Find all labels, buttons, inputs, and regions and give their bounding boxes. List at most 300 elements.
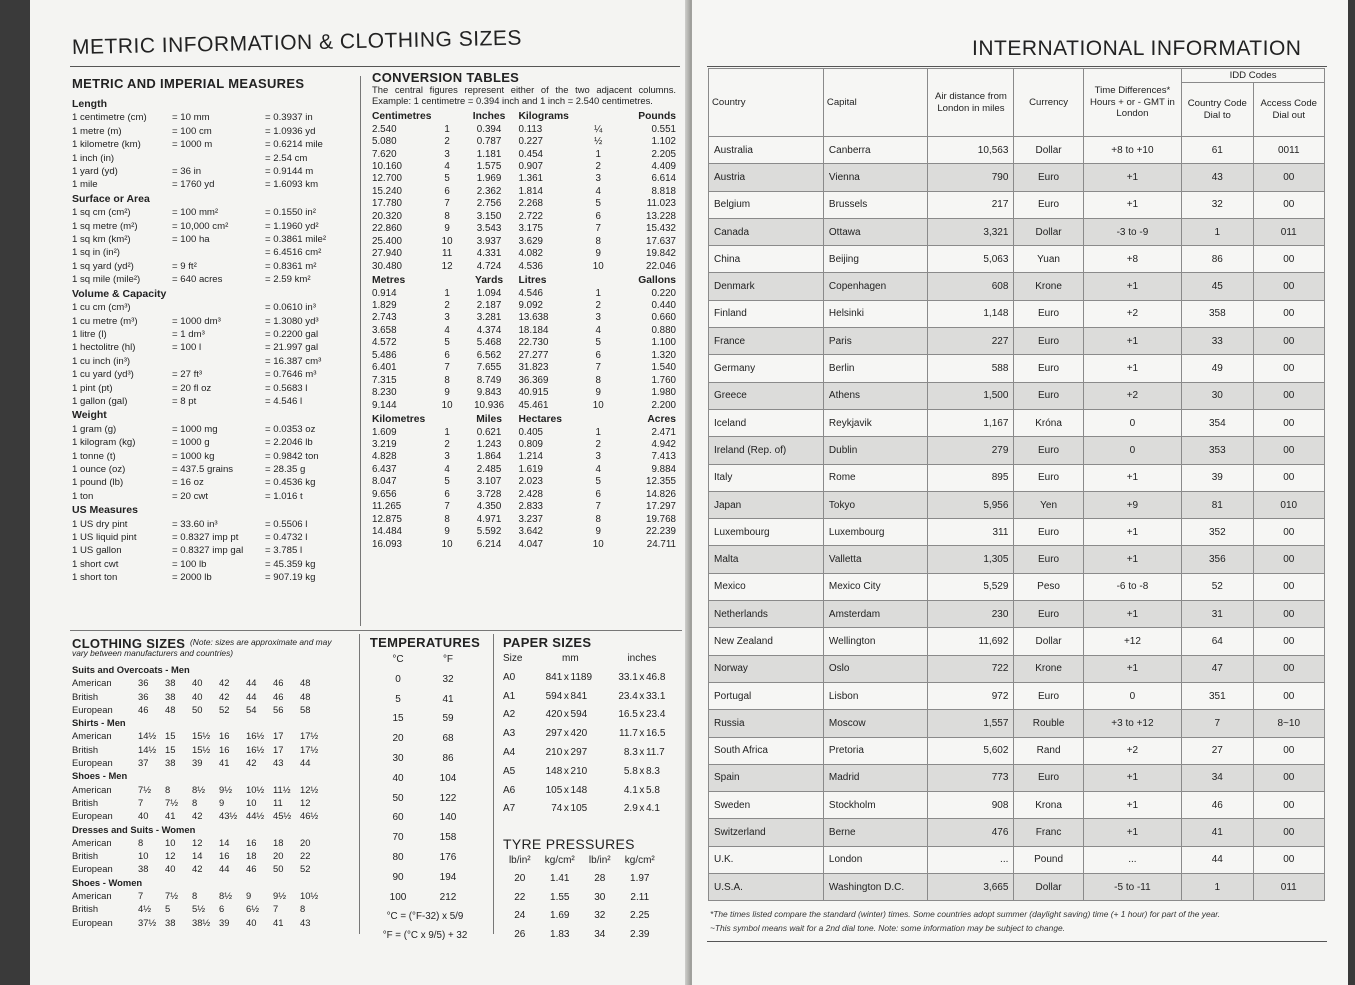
metric-conversion: = 2.54 cm xyxy=(265,152,308,164)
conversion-header-row xyxy=(372,412,676,426)
conversion-header: Kilometres xyxy=(372,414,426,426)
metric-row xyxy=(72,423,362,436)
clothing-row xyxy=(72,729,327,742)
metric-conversion: = 0.2200 gal xyxy=(265,328,319,340)
left-page-title: METRIC INFORMATION & CLOTHING SIZES xyxy=(71,26,523,59)
metric-conversion: = 0.1550 in² xyxy=(265,207,316,219)
conversion-cell: 1 xyxy=(595,148,601,160)
conversion-cell: 6 xyxy=(595,488,601,500)
celsius-value: 0 xyxy=(395,673,401,685)
clothing-size: 14 xyxy=(219,836,230,848)
clothing-region: European xyxy=(72,916,113,928)
clothing-size: 44 xyxy=(246,677,257,689)
conversion-header xyxy=(434,273,459,287)
conversion-cell: 4.971 xyxy=(476,513,502,525)
access-code: 00 xyxy=(1253,300,1324,327)
conversion-cell: 20.320 xyxy=(372,210,402,222)
conversion-cell: 3 xyxy=(444,451,450,463)
metric-unit: 1 hectolitre (hl) xyxy=(72,342,136,354)
conversion-header-row xyxy=(372,109,676,123)
conversion-row xyxy=(372,186,676,198)
right-page-title: INTERNATIONAL INFORMATION xyxy=(972,37,1302,60)
clothing-size: 9 xyxy=(219,796,225,808)
conversion-cell: 12.700 xyxy=(372,173,402,185)
conversion-cell: 15.432 xyxy=(646,223,676,235)
clothing-size: 6 xyxy=(219,903,225,915)
metric-subheading: Surface or Area xyxy=(72,192,150,205)
currency-name: Dollar xyxy=(1014,874,1083,901)
conversion-cell: 14.484 xyxy=(372,526,402,538)
tyre-value: 2.11 xyxy=(630,891,650,903)
time-difference: -6 to -8 xyxy=(1083,573,1181,600)
clothing-region: American xyxy=(72,677,112,689)
clothing-size: 48 xyxy=(165,703,176,715)
country-header: Country xyxy=(709,69,824,137)
currency-name: Euro xyxy=(1014,191,1083,218)
metric-equivalent: = 20 cwt xyxy=(172,490,208,502)
metric-conversion: = 16.387 cm³ xyxy=(265,355,322,367)
conversion-cell: 9.884 xyxy=(651,463,676,475)
paper-cell: x xyxy=(563,671,569,683)
conversion-cell: 17.637 xyxy=(646,235,676,247)
paper-cell: 4.1 xyxy=(623,784,638,796)
capital-name: Oslo xyxy=(823,655,928,682)
metric-row xyxy=(72,273,362,286)
metric-unit: 1 sq cm (cm²) xyxy=(72,207,131,219)
paper-cell: x xyxy=(639,746,645,758)
conversion-cell: 8 xyxy=(595,513,601,525)
conversion-cell: 2 xyxy=(595,438,601,450)
conversion-cell: 5 xyxy=(444,337,450,349)
conversion-cell: 9 xyxy=(595,387,601,399)
conversion-header xyxy=(584,412,613,426)
time-difference: +1 xyxy=(1083,655,1181,682)
access-code: 00 xyxy=(1253,846,1324,873)
clothing-size: 14½ xyxy=(138,730,157,742)
conversion-cell: 1 xyxy=(444,123,450,135)
conversion-cell: 2.268 xyxy=(518,198,543,210)
celsius-value: 80 xyxy=(392,851,404,863)
international-table xyxy=(708,68,1325,901)
metric-unit: 1 metre (m) xyxy=(72,125,122,137)
conversion-cell: 5.486 xyxy=(372,349,397,361)
tyre-unit: kg/cm² xyxy=(544,855,575,866)
time-difference: +2 xyxy=(1083,382,1181,409)
conversion-cell: 8.749 xyxy=(476,374,502,386)
paper-cell: A6 xyxy=(503,784,516,796)
conversion-cell: 2.833 xyxy=(518,501,543,513)
conversion-cell: 6.562 xyxy=(476,349,502,361)
metric-unit: 1 mile xyxy=(72,179,98,191)
conversion-cell: 3.107 xyxy=(476,476,502,488)
conversion-cell: ¼ xyxy=(594,123,603,135)
currency-name: Rand xyxy=(1014,737,1083,764)
air-distance: 5,063 xyxy=(928,246,1014,273)
clothing-row xyxy=(72,902,327,915)
country-code: 86 xyxy=(1182,246,1253,273)
country-code: 61 xyxy=(1182,137,1253,164)
clothing-row xyxy=(72,703,327,716)
conversion-cell: 3.175 xyxy=(518,223,543,235)
clothing-size: 7½ xyxy=(165,796,179,808)
conversion-cell: 10 xyxy=(592,399,604,411)
conversion-cell: 5.080 xyxy=(372,136,397,148)
clothing-subheading: Shirts - Men xyxy=(72,717,126,729)
tyre-value: 22 xyxy=(514,891,526,903)
metric-section xyxy=(72,76,362,628)
country-row xyxy=(709,273,1325,300)
conversion-header: Acres xyxy=(647,414,676,426)
conversion-row xyxy=(372,211,676,223)
conversion-cell: 3 xyxy=(595,312,601,324)
conversion-cell: 0.914 xyxy=(372,287,397,299)
conversion-cell: 2 xyxy=(595,161,601,172)
metric-unit: 1 short ton xyxy=(72,572,118,584)
metric-subheading: US Measures xyxy=(72,504,138,517)
conversion-cell: 8 xyxy=(444,374,450,386)
capital-name: Washington D.C. xyxy=(823,874,928,901)
access-code: 00 xyxy=(1253,519,1324,546)
metric-equivalent: = 100 cm xyxy=(172,125,212,137)
capital-name: Rome xyxy=(823,464,928,491)
conversion-cell: 5 xyxy=(595,198,601,210)
conversion-cell: 2.471 xyxy=(651,426,676,438)
time-difference: +2 xyxy=(1083,737,1181,764)
currency-name: Yen xyxy=(1014,491,1083,518)
time-difference: +1 xyxy=(1083,273,1181,300)
conversion-cell: 3.937 xyxy=(476,235,502,247)
temperature-row xyxy=(373,888,473,908)
metric-conversion: = 0.0610 in³ xyxy=(265,302,316,314)
currency-name: Euro xyxy=(1014,164,1083,191)
paper-cell: x xyxy=(639,709,645,721)
air-distance: 5,529 xyxy=(928,573,1014,600)
country-name: South Africa xyxy=(709,737,824,764)
idd-header: IDD Codes xyxy=(1182,69,1325,83)
clothing-size: 52 xyxy=(219,703,230,715)
tyre-value: 1.41 xyxy=(550,873,570,885)
clothing-size: 38 xyxy=(165,677,176,689)
clothing-size: 5 xyxy=(165,903,171,915)
metric-row xyxy=(72,315,362,328)
celsius-value: 50 xyxy=(392,792,404,804)
country-row xyxy=(709,655,1325,682)
conversion-cell: 1.181 xyxy=(476,148,502,160)
clothing-size: 45½ xyxy=(273,810,292,822)
capital-name: Ottawa xyxy=(823,218,928,245)
country-name: China xyxy=(709,246,824,273)
country-row xyxy=(709,328,1325,355)
clothing-subheading-row xyxy=(72,823,327,836)
currency-name: Euro xyxy=(1014,355,1083,382)
conversion-cell: 17.780 xyxy=(372,198,402,210)
conversion-header: Gallons xyxy=(638,275,676,287)
clothing-size: 9½ xyxy=(273,890,287,902)
clothing-size: 37 xyxy=(138,757,149,769)
paper-cell: 33.1 xyxy=(645,690,666,702)
country-code: 352 xyxy=(1182,519,1253,546)
country-code: 39 xyxy=(1182,464,1253,491)
clothing-subheading-row xyxy=(72,716,327,729)
clothing-size: 10½ xyxy=(246,783,265,795)
conversion-cell: 4.536 xyxy=(518,260,543,272)
country-name: New Zealand xyxy=(709,628,824,655)
paper-cell: A0 xyxy=(503,671,516,683)
time-difference: +1 xyxy=(1083,546,1181,573)
currency-name: Euro xyxy=(1014,519,1083,546)
fahrenheit-formula: °F = (°C x 9/5) + 32 xyxy=(382,930,468,942)
clothing-size: 8 xyxy=(192,796,198,808)
clothing-size: 44 xyxy=(219,863,230,875)
clothing-size: 7 xyxy=(138,796,144,808)
air-distance: 11,692 xyxy=(928,628,1014,655)
conversion-cell: 1.619 xyxy=(518,463,543,475)
conversion-cell: 9 xyxy=(444,223,450,235)
tyre-value: 28 xyxy=(594,873,606,885)
country-code: 358 xyxy=(1182,300,1253,327)
metric-equivalent: = 16 oz xyxy=(172,477,204,489)
clothing-size: 12 xyxy=(165,850,176,862)
clothing-size: 50 xyxy=(273,863,284,875)
country-row xyxy=(709,819,1325,846)
clothing-size: 46 xyxy=(246,863,257,875)
currency-name: Krone xyxy=(1014,273,1083,300)
clothing-size: 11½ xyxy=(273,783,291,795)
metric-row xyxy=(72,450,362,463)
conversion-cell: 0.440 xyxy=(651,299,676,311)
metric-unit: 1 US gallon xyxy=(72,545,122,557)
metric-equivalent: = 10,000 cm² xyxy=(172,220,229,232)
clothing-region: American xyxy=(72,730,112,742)
paper-cell: x xyxy=(639,803,645,815)
clothing-size: 7 xyxy=(138,890,144,902)
metric-conversion: = 0.5506 l xyxy=(265,518,308,530)
celsius-value: 60 xyxy=(392,812,404,824)
capital-name: Athens xyxy=(823,382,928,409)
access-code: 00 xyxy=(1253,437,1324,464)
metric-row xyxy=(72,558,362,571)
conversion-cell: 7 xyxy=(444,501,450,513)
conversion-cell: 3 xyxy=(444,312,450,324)
clothing-row xyxy=(72,676,327,689)
conversion-cell: 2 xyxy=(444,136,450,148)
temperature-row xyxy=(373,769,473,789)
conversion-cell: 1 xyxy=(444,426,450,438)
clothing-subheading-row xyxy=(72,876,327,889)
tyre-value: 1.69 xyxy=(550,910,570,922)
metric-conversion: = 0.4732 l xyxy=(265,532,308,543)
country-code: 43 xyxy=(1182,164,1253,191)
clothing-size: 10 xyxy=(138,850,149,862)
capital-name: Moscow xyxy=(823,710,928,737)
capital-name: Vienna xyxy=(823,164,928,191)
conversion-cell: 12 xyxy=(441,260,453,272)
paper-cell: 210 xyxy=(570,765,588,777)
conversion-row xyxy=(372,400,676,412)
conversion-row xyxy=(372,223,676,235)
capital-name: Dublin xyxy=(823,437,928,464)
conversion-cell: 5 xyxy=(444,476,450,488)
metric-table xyxy=(72,97,362,585)
time-difference: +1 xyxy=(1083,764,1181,791)
metric-conversion: = 2.2046 lb xyxy=(265,437,313,449)
conversion-cell: 7 xyxy=(444,198,450,210)
paper-cell: x xyxy=(563,765,569,777)
conversion-cell: 2.485 xyxy=(476,463,502,475)
conversion-row xyxy=(372,173,676,185)
conversion-cell: 4.047 xyxy=(518,538,543,550)
air-distance: 10,563 xyxy=(928,137,1014,164)
clothing-subheading: Shoes - Men xyxy=(72,770,128,782)
capital-name: Brussels xyxy=(823,191,928,218)
conversion-cell: 10 xyxy=(441,538,453,550)
time-difference: +8 xyxy=(1083,246,1181,273)
paper-cell: x xyxy=(563,784,569,796)
country-row xyxy=(709,846,1325,873)
conversion-row xyxy=(372,451,676,463)
conversion-row xyxy=(372,350,676,362)
clothing-size: 4½ xyxy=(138,903,152,915)
conversion-cell: 7 xyxy=(595,501,601,513)
clothing-size: 12 xyxy=(300,796,311,808)
country-row xyxy=(709,682,1325,709)
metric-equivalent xyxy=(172,152,265,165)
paper-table xyxy=(503,650,678,819)
paper-cell: x xyxy=(563,728,569,740)
access-code: 00 xyxy=(1253,546,1324,573)
conversion-cell: 9 xyxy=(595,526,601,538)
conversion-cell: 1.864 xyxy=(476,451,502,463)
paper-cell: x xyxy=(639,784,645,796)
capital-name: Helsinki xyxy=(823,300,928,327)
temperature-row xyxy=(373,729,473,749)
conversion-cell: 7.413 xyxy=(651,451,676,463)
tyre-value: 2.25 xyxy=(630,910,650,922)
fahrenheit-value: 176 xyxy=(439,851,457,863)
conversion-cell: 8 xyxy=(444,513,450,525)
currency-name: Euro xyxy=(1014,682,1083,709)
metric-subheading-row xyxy=(72,503,362,517)
capital-name: Madrid xyxy=(823,764,928,791)
conversion-cell: 3 xyxy=(595,451,601,463)
metric-unit: 1 gram (g) xyxy=(72,423,117,435)
metric-equivalent: = 33.60 in³ xyxy=(172,518,218,530)
country-name: Denmark xyxy=(709,273,824,300)
air-distance: 279 xyxy=(928,437,1014,464)
conversion-cell: 40.915 xyxy=(518,387,549,399)
conversion-cell: 13.228 xyxy=(646,210,676,222)
conversion-cell: 1 xyxy=(595,287,601,299)
conversion-row xyxy=(372,476,676,488)
clothing-size: 48 xyxy=(300,677,311,689)
capital-name: Amsterdam xyxy=(823,601,928,628)
conversion-cell: 4.082 xyxy=(518,248,543,260)
country-row xyxy=(709,437,1325,464)
conversion-cell: 27.277 xyxy=(518,349,549,361)
tyre-unit: kg/cm² xyxy=(624,855,655,866)
conversion-cell: 6 xyxy=(444,488,450,500)
metric-unit: 1 sq yard (yd²) xyxy=(72,260,134,272)
conversion-cell: 10 xyxy=(441,235,453,247)
temperature-row xyxy=(373,808,473,828)
conversion-row xyxy=(372,514,676,526)
capital-name: Mexico City xyxy=(823,573,928,600)
country-name: Switzerland xyxy=(709,819,824,846)
paper-header: mm xyxy=(562,653,579,664)
country-row xyxy=(709,573,1325,600)
conversion-cell: 16.093 xyxy=(372,538,402,550)
conversion-row xyxy=(372,427,676,439)
celsius-value: 90 xyxy=(392,871,404,883)
air-distance: 3,321 xyxy=(928,218,1014,245)
conversion-row xyxy=(372,526,676,538)
clothing-table xyxy=(72,663,327,929)
capital-name: Berlin xyxy=(823,355,928,382)
tyre-row xyxy=(503,889,663,907)
capital-header: Capital xyxy=(823,69,928,137)
access-code: 8~10 xyxy=(1253,710,1324,737)
metric-unit: 1 sq km (km²) xyxy=(72,234,131,246)
left-page xyxy=(30,0,690,985)
country-name: U.K. xyxy=(709,846,824,873)
conversion-cell: 0.907 xyxy=(518,161,543,172)
access-code: 00 xyxy=(1253,273,1324,300)
metric-subheading-row xyxy=(72,192,362,206)
access-code: 00 xyxy=(1253,328,1324,355)
tyre-section xyxy=(503,836,683,946)
paper-cell: 297 xyxy=(570,746,588,758)
conversion-cell: 4.546 xyxy=(518,287,543,299)
conversion-cell: 2.023 xyxy=(518,476,543,488)
conversion-cell: 3.219 xyxy=(372,438,397,450)
clothing-subheading-row xyxy=(72,769,327,782)
clothing-size: 11 xyxy=(273,796,283,808)
paper-header: inches xyxy=(627,653,657,664)
metric-equivalent: = 1 dm³ xyxy=(172,328,205,340)
currency-name: Krone xyxy=(1014,655,1083,682)
time-difference: +1 xyxy=(1083,355,1181,382)
conversion-cell: 2.428 xyxy=(518,488,543,500)
country-row xyxy=(709,737,1325,764)
clothing-size: 7 xyxy=(273,903,279,915)
capital-name: Paris xyxy=(823,328,928,355)
paper-cell: x xyxy=(563,690,569,702)
paper-row xyxy=(503,669,678,688)
metric-unit: 1 litre (l) xyxy=(72,328,107,340)
metric-unit: 1 yard (yd) xyxy=(72,166,118,178)
conversion-cell: 10.936 xyxy=(474,399,505,411)
conversion-cell: 6 xyxy=(595,210,601,222)
access-code: 011 xyxy=(1253,874,1324,901)
fahrenheit-value: 158 xyxy=(439,832,457,844)
metric-subheading: Weight xyxy=(72,409,107,422)
column-divider xyxy=(359,634,360,934)
metric-equivalent: = 36 in xyxy=(172,166,202,178)
capital-name: Reykjavik xyxy=(823,409,928,436)
paper-cell: 16.5 xyxy=(645,728,666,740)
metric-row xyxy=(72,328,362,341)
clothing-region: European xyxy=(72,810,113,822)
capital-name: Stockholm xyxy=(823,792,928,819)
conversion-intro: The central figures represent either of the two adjacent columns. Example: 1 centimetre = 0.394 inch and 1 inch = 2.540 centimetres. xyxy=(372,84,676,106)
metric-conversion: = 0.3861 mile² xyxy=(265,234,327,246)
clothing-size: 15½ xyxy=(192,743,211,755)
clothing-region: American xyxy=(72,890,112,902)
conversion-cell: 6 xyxy=(595,349,601,361)
paper-cell: 148 xyxy=(545,765,563,777)
clothing-section xyxy=(72,635,362,935)
time-difference: +1 xyxy=(1083,601,1181,628)
